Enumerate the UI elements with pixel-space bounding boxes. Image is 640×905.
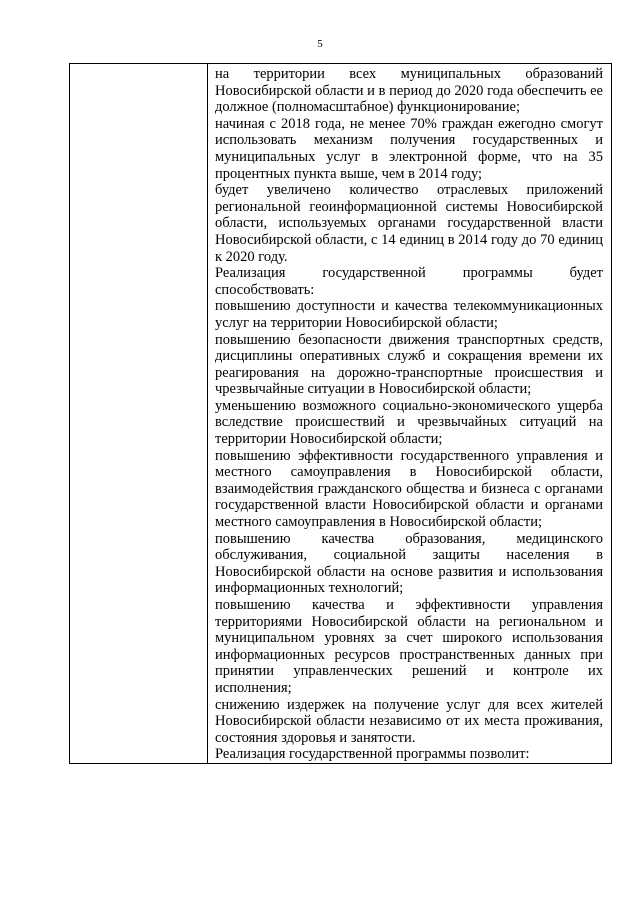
paragraph: уменьшению возможного социально-экономического ущерба вследствие происшествий и чрезвычайных ситуаций на территории Новосибирской области;: [215, 397, 603, 448]
paragraph: повышению качества образования, медицинского обслуживания, социальной защиты населения в Новосибирской области на основе развития и использования информационных технологий;: [215, 530, 603, 597]
paragraph: повышению эффективности государственного управления и местного самоуправления в Новосибирской области, взаимодействия гражданского общества и бизнеса с органами государственной власти Новосибирской области и органами местного самоуправления в Новосибирской области;: [215, 447, 603, 531]
paragraph: повышению безопасности движения транспортных средств, дисциплины оперативных служб и сокращения времени их реагирования на дорожно-транспортные происшествия и чрезвычайные ситуации в Новосибирской области;: [215, 331, 603, 398]
page-number: 5: [317, 38, 323, 50]
paragraph: повышению качества и эффективности управления территориями Новосибирской области на региональном и муниципальном уровнях за счет широкого использования информационных ресурсов пространственных данных при принятии управленческих решений и контроле их исполнения;: [215, 597, 603, 696]
document-table: [69, 63, 612, 764]
paragraph: повышению доступности и качества телекоммуникационных услуг на территории Новосибирской области;: [215, 298, 603, 331]
content-cell: [208, 64, 612, 764]
paragraph: начиная с 2018 года, не менее 70% граждан ежегодно смогут использовать механизм получения государственных и муниципальных услуг в электронной форме, что на 35 процентных пункта выше, чем в 2014 году;: [215, 115, 603, 182]
left-cell: [70, 64, 208, 764]
paragraph: Реализация государственной программы позволит:: [215, 746, 530, 763]
paragraph: Реализация государственной программы будет способствовать:: [215, 265, 603, 298]
paragraph: на территории всех муниципальных образований Новосибирской области и в период до 2020 года обеспечить ее должное (полномасштабное) функционирование;: [215, 66, 603, 116]
content-text: [208, 64, 611, 763]
table-row: [70, 64, 612, 764]
paragraph: снижению издержек на получение услуг для всех жителей Новосибирской области независимо от их места проживания, состояния здоровья и занятости.: [215, 696, 603, 746]
paragraph: будет увеличено количество отраслевых приложений региональной геоинформационной системы Новосибирской области, используемых органами государственной власти Новосибирской области, с 14 единиц в 2014 году до 70 единиц к 2020 году.: [215, 182, 603, 265]
